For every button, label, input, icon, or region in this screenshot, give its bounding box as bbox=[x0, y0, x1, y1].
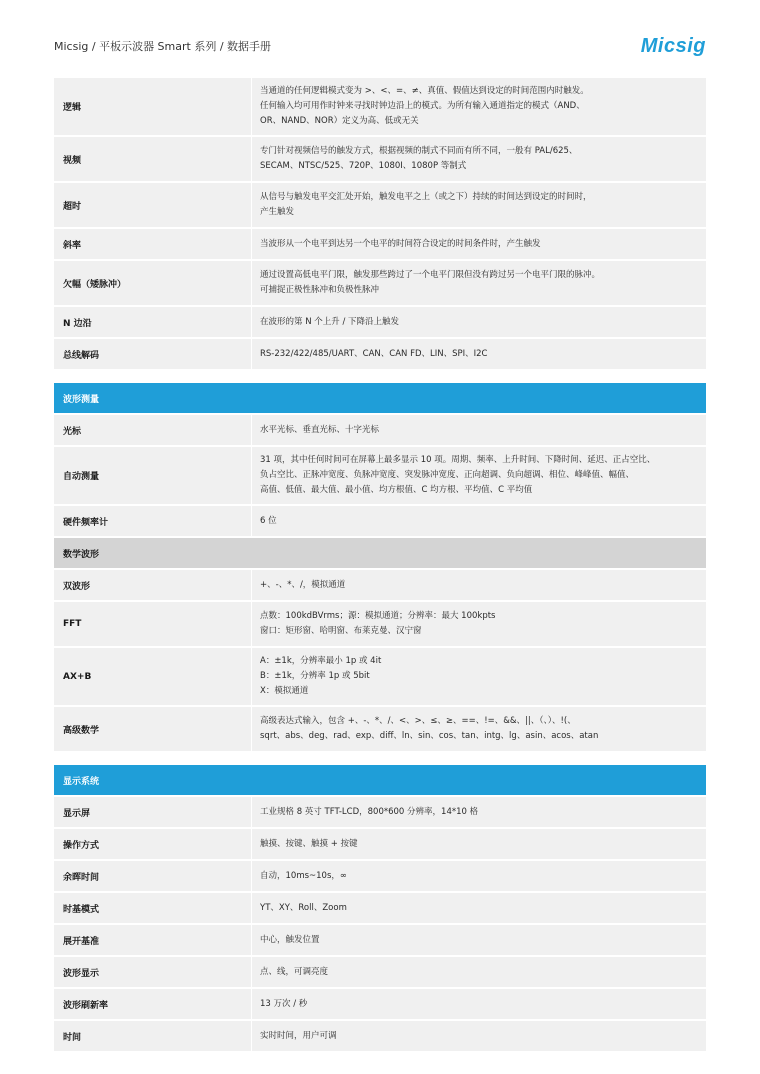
spec-row bbox=[54, 506, 706, 536]
spec-value: 通过设置高低电平门限，触发那些跨过了一个电平门限但没有跨过另一个电平门限的脉冲。 可捕捉正极性脉冲和负极性脉冲 bbox=[251, 261, 706, 305]
spec-row bbox=[54, 648, 706, 705]
spec-value: 触摸、按键、触摸 + 按键 bbox=[251, 829, 706, 859]
spec-label: 余晖时间 bbox=[63, 872, 100, 883]
spec-label: 视频 bbox=[63, 155, 82, 166]
section-header-display: 显示系统 bbox=[54, 765, 706, 795]
spec-row bbox=[54, 602, 706, 646]
spec-value: YT、XY、Roll、Zoom bbox=[251, 893, 706, 923]
spec-row bbox=[54, 415, 706, 445]
spec-label: 斜率 bbox=[63, 240, 82, 251]
spec-label: 时基模式 bbox=[63, 904, 100, 915]
spec-value: 31 项，其中任何时间可在屏幕上最多显示 10 项。周期、频率、上升时间、下降时间、延迟、正占空比、 负占空比、正脉冲宽度、负脉冲宽度、突发脉冲宽度、正向超调、负向超调、相位、峰峰值、幅值、 高值、低值、最大值、最小值、均方根值、C 均方根、平均值、C 平均值 bbox=[251, 447, 706, 504]
doc-title: Micsig / 平板示波器 Smart 系列 / 数据手册 bbox=[54, 40, 272, 53]
spec-row bbox=[54, 707, 706, 751]
spec-row bbox=[54, 570, 706, 600]
spec-value: 点、线，可调亮度 bbox=[251, 957, 706, 987]
spec-value: 点数：100kdBVrms；源：模拟通道；分辨率：最大 100kpts 窗口：矩形窗、哈明窗、布莱克曼、汉宁窗 bbox=[251, 602, 706, 646]
spec-row bbox=[54, 829, 706, 859]
brand-logo: Micsig bbox=[640, 34, 706, 57]
spec-label: 双波形 bbox=[63, 581, 91, 592]
spec-value: 6 位 bbox=[251, 506, 706, 536]
spec-row bbox=[54, 797, 706, 827]
spec-row bbox=[54, 957, 706, 987]
spec-label: 波形刷新率 bbox=[63, 1000, 109, 1011]
spec-row bbox=[54, 137, 706, 181]
spec-label: 超时 bbox=[63, 201, 82, 212]
spec-label: 光标 bbox=[63, 426, 82, 437]
section-header-math: 数学波形 bbox=[54, 538, 706, 568]
spec-row bbox=[54, 925, 706, 955]
spec-value: 专门针对视频信号的触发方式，根据视频的制式不同而有所不同，一般有 PAL/625、 SECAM、NTSC/525、720P、1080I、1080P 等制式 bbox=[251, 137, 706, 181]
spec-label: 自动测量 bbox=[63, 472, 100, 482]
spec-label: 展开基准 bbox=[63, 936, 100, 947]
spec-label: 显示屏 bbox=[63, 808, 91, 819]
spec-label: 高级数学 bbox=[63, 725, 100, 736]
spec-value: A：±1k，分辨率最小 1p 或 4it B：±1k，分辨率 1p 或 5bit X：模拟通道 bbox=[251, 648, 706, 705]
spec-value: 工业规格 8 英寸 TFT-LCD，800*600 分辨率，14*10 格 bbox=[251, 797, 706, 827]
spec-value: 中心，触发位置 bbox=[251, 925, 706, 955]
spec-label: 时间 bbox=[63, 1032, 82, 1043]
spec-label: AX+B bbox=[63, 671, 92, 682]
spec-row bbox=[54, 229, 706, 259]
spec-row bbox=[54, 78, 706, 135]
spec-label: 总线解码 bbox=[63, 350, 100, 361]
spec-row bbox=[54, 307, 706, 337]
spec-value: 水平光标、垂直光标、十字光标 bbox=[251, 415, 706, 445]
spec-row bbox=[54, 339, 706, 369]
spec-label: 欠幅（矮脉冲） bbox=[63, 279, 127, 290]
spec-row bbox=[54, 1021, 706, 1051]
page-header bbox=[54, 34, 706, 58]
spec-label: 逻辑 bbox=[63, 103, 82, 113]
spec-row bbox=[54, 861, 706, 891]
spec-label: N 边沿 bbox=[63, 318, 92, 329]
spec-value: 高级表达式输入，包含 +、-、*、/、<、>、≤、≥、==、!=、&&、||、（、）、!(、 sqrt、abs、deg、rad、exp、diff、ln、sin、cos、tan、intg、lg、asin、acos、atan bbox=[251, 707, 706, 751]
spec-row bbox=[54, 183, 706, 227]
spec-value: RS-232/422/485/UART、CAN、CAN FD、LIN、SPI、I2C bbox=[251, 339, 706, 369]
spec-value: 在波形的第 N 个上升 / 下降沿上触发 bbox=[251, 307, 706, 337]
spec-row bbox=[54, 261, 706, 305]
spec-value: 13 万次 / 秒 bbox=[251, 989, 706, 1019]
spec-value: 实时时间，用户可调 bbox=[251, 1021, 706, 1051]
spec-table bbox=[54, 78, 706, 1053]
spec-value: 自动，10ms~10s，∞ bbox=[251, 861, 706, 891]
spec-row bbox=[54, 893, 706, 923]
spec-label: 波形显示 bbox=[63, 968, 100, 979]
spec-label: 硬件频率计 bbox=[63, 517, 109, 528]
spec-label: 操作方式 bbox=[63, 840, 100, 851]
spec-value: 当通道的任何逻辑模式变为 >、<、=、≠、真值、假值达到设定的时间范围内时触发。 任何输入均可用作时钟来寻找时钟边沿上的模式。为所有输入通道指定的模式（AND、 OR、NAND、NOR）定义为高、低或无关 bbox=[251, 78, 706, 135]
spec-row bbox=[54, 989, 706, 1019]
spec-label: FFT bbox=[63, 619, 82, 629]
spec-value: 从信号与触发电平交汇处开始，触发电平之上（或之下）持续的时间达到设定的时间时， 产生触发 bbox=[251, 183, 706, 227]
section-header-waveform: 波形测量 bbox=[54, 383, 706, 413]
spec-row bbox=[54, 447, 706, 504]
spec-value: 当波形从一个电平到达另一个电平的时间符合设定的时间条件时，产生触发 bbox=[251, 229, 706, 259]
spec-value: +、-、*、/，模拟通道 bbox=[251, 570, 706, 600]
